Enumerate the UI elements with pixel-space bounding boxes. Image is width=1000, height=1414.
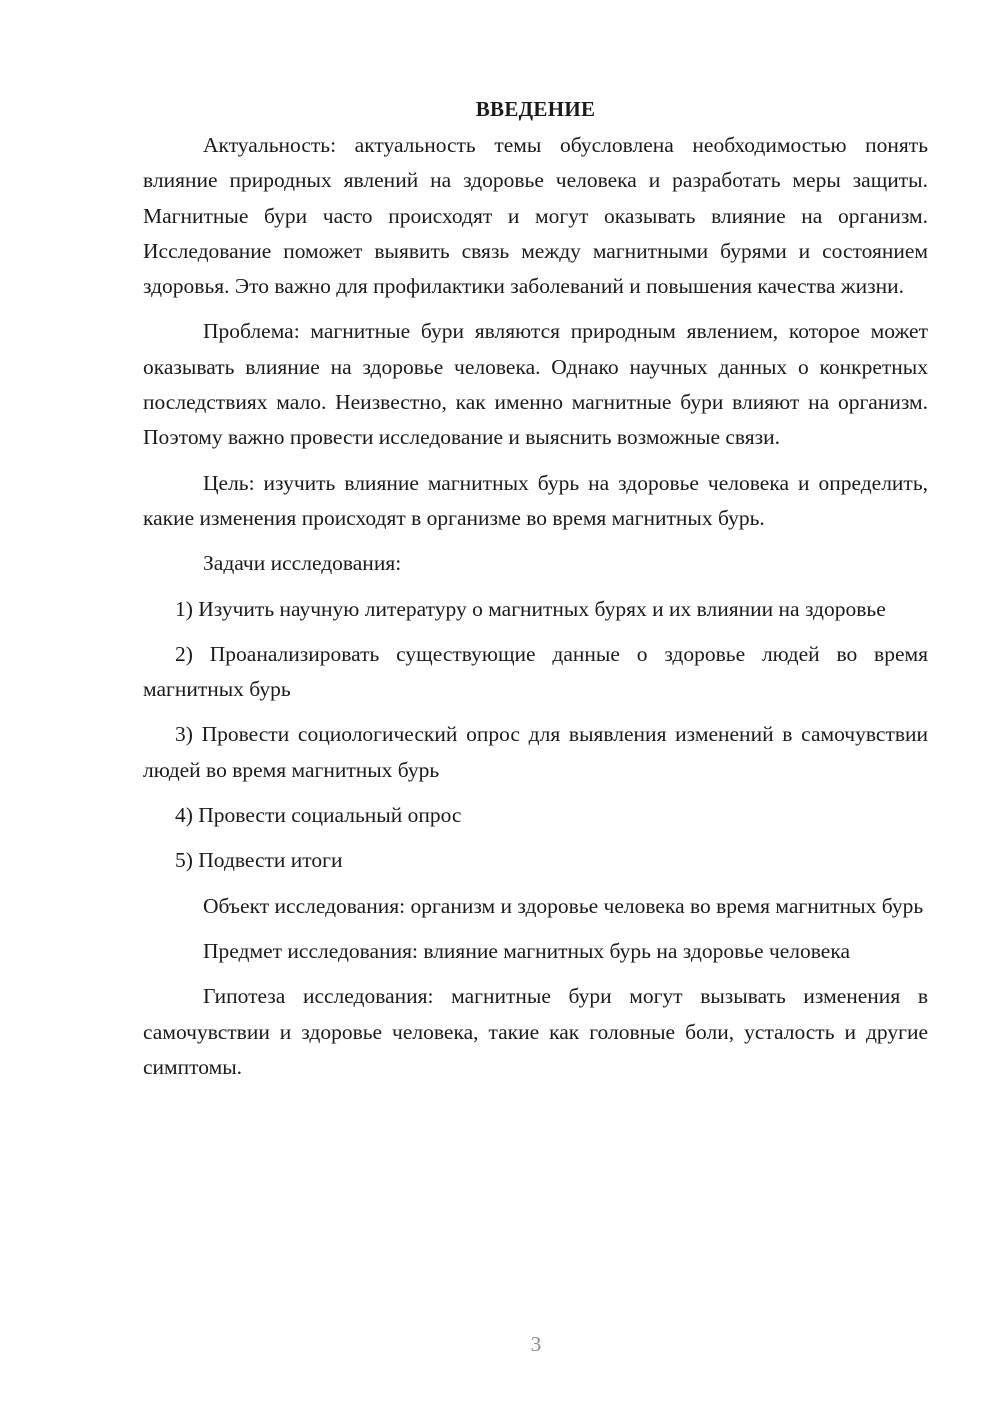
goal-paragraph: Цель: изучить влияние магнитных бурь на здоровье человека и определить, какие изменения происходят в организме во время магнитных бурь. xyxy=(143,470,928,530)
page-content xyxy=(143,92,928,1095)
task-item-3: 3) Провести социологический опрос для выявления изменений в самочувствии людей во время магнитных бурь xyxy=(143,722,928,782)
object-paragraph: Объект исследования: организм и здоровье человека во время магнитных бурь xyxy=(203,893,924,918)
subject-paragraph: Предмет исследования: влияние магнитных бурь на здоровье человека xyxy=(203,938,851,963)
tasks-heading: Задачи исследования: xyxy=(203,551,402,576)
task-item-2: 2) Проанализировать существующие данные о здоровье людей во время магнитных бурь xyxy=(143,641,928,702)
page-number: 3 xyxy=(530,1332,542,1356)
section-title: ВВЕДЕНИЕ xyxy=(475,97,596,121)
relevance-paragraph: Актуальность: актуальность темы обусловлена необходимостью понять влияние природных явлений на здоровье человека и разработать меры защиты. Магнитные бури часто происходят и могут оказывать влияние на организм. Исследование поможет выявить связь между магнитными бурями и состоянием здоровья. Это важно для профилактики заболеваний и повышения качества жизни. xyxy=(143,133,928,299)
task-item-5: 5) Подвести итоги xyxy=(175,848,343,873)
task-item-4: 4) Провести социальный опрос xyxy=(175,803,462,828)
problem-paragraph: Проблема: магнитные бури являются природным явлением, которое может оказывать влияние на здоровье человека. Однако научных данных о конкретных последствиях мало. Неизвестно, как именно магнитные бури влияют на организм. Поэтому важно провести исследование и выяснить возможные связи. xyxy=(143,319,928,450)
hypothesis-paragraph: Гипотеза исследования: магнитные бури могут вызывать изменения в самочувствии и здоровье человека, такие как головные боли, усталость и другие симптомы. xyxy=(143,984,928,1079)
task-item-1: 1) Изучить научную литературу о магнитных бурях и их влиянии на здоровье xyxy=(175,596,886,621)
